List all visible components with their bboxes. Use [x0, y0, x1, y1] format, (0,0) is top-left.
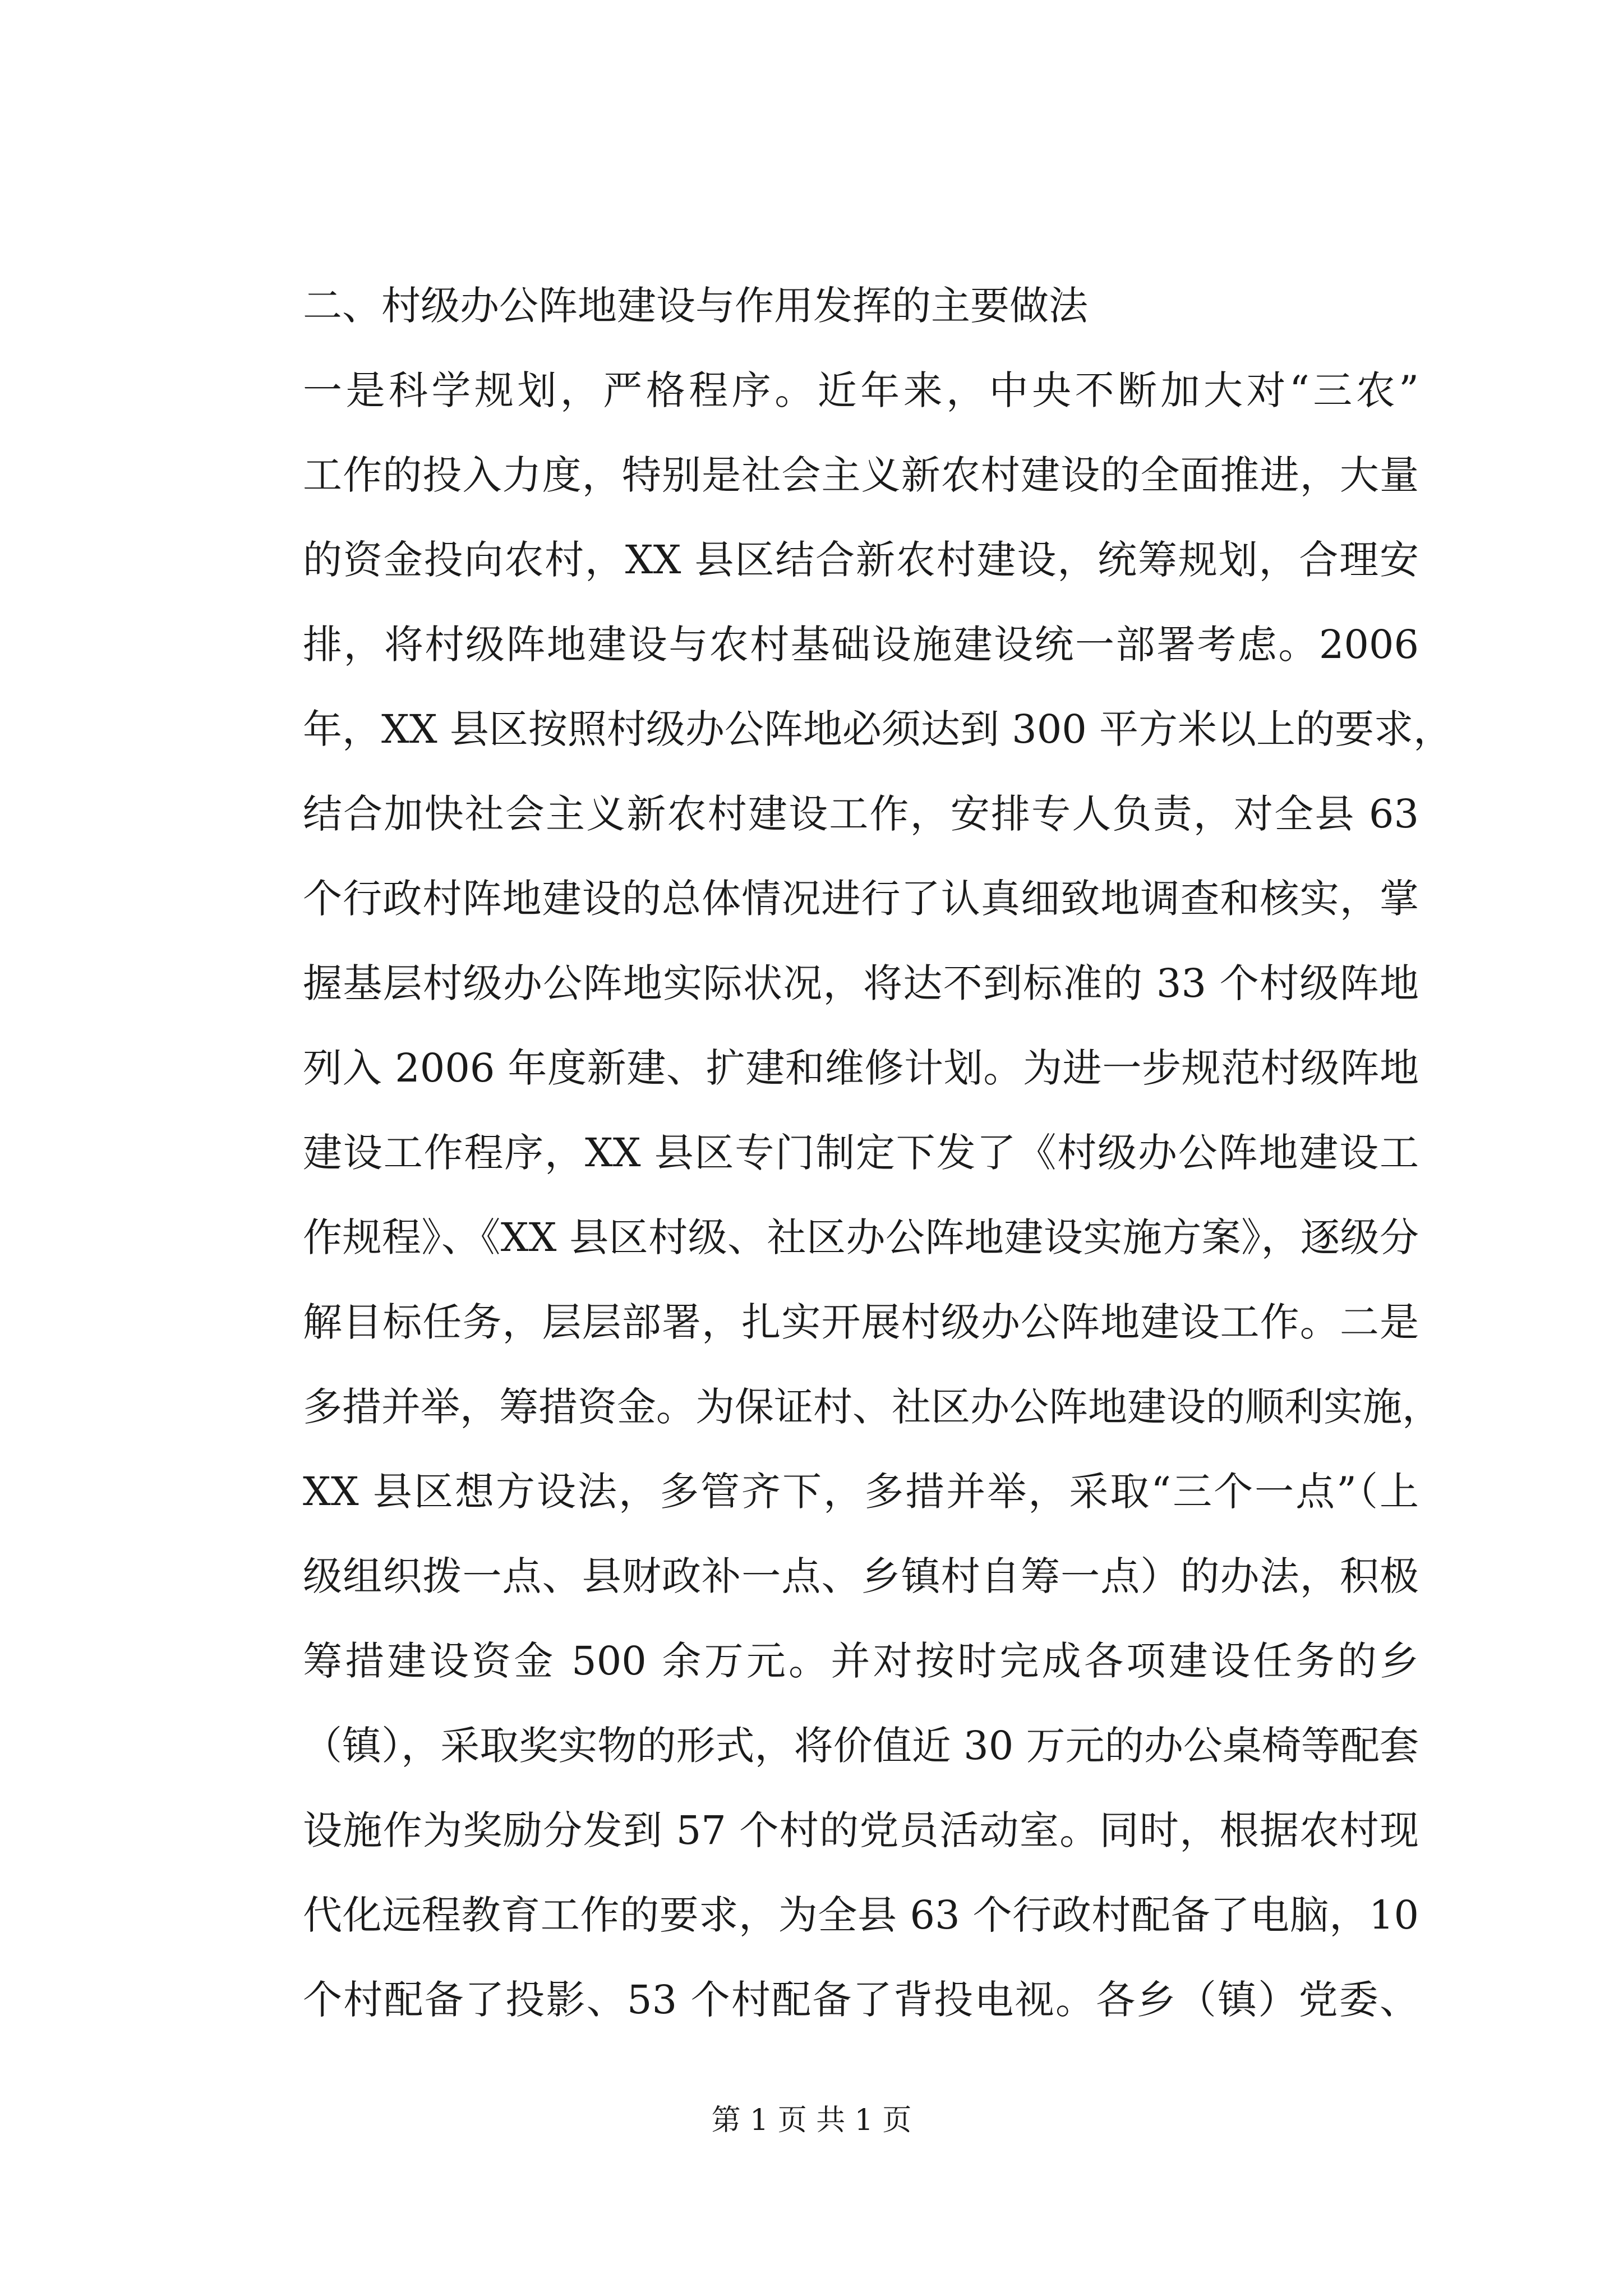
text-line: 握基层村级办公阵地实际状况，将达不到标准的 33 个村级阵地 — [303, 960, 1419, 1006]
text-line: 个村配备了投影、53 个村配备了背投电视。各乡（镇）党委、 — [303, 1977, 1419, 2023]
text-line: 个行政村阵地建设的总体情况进行了认真细致地调查和核实，掌 — [303, 876, 1419, 922]
text-line: 年，XX 县区按照村级办公阵地必须达到 300 平方米以上的要求， — [303, 706, 1453, 752]
text-line: 设施作为奖励分发到 57 个村的党员活动室。同时，根据农村现 — [303, 1807, 1419, 1853]
text-line: 代化远程教育工作的要求，为全县 63 个行政村配备了电脑，10 — [303, 1892, 1419, 1938]
text-line: 级组织拨一点、县财政补一点、乡镇村自筹一点）的办法，积极 — [303, 1553, 1419, 1599]
text-line: 工作的投入力度，特别是社会主义新农村建设的全面推进，大量 — [303, 452, 1419, 498]
text-line: 作规程》、《XX 县区村级、社区办公阵地建设实施方案》，逐级分 — [303, 1214, 1419, 1260]
text-line: 建设工作程序，XX 县区专门制定下发了《村级办公阵地建设工 — [303, 1130, 1419, 1176]
text-line: 多措并举，筹措资金。为保证村、社区办公阵地建设的顺利实施， — [303, 1384, 1441, 1430]
text-line: XX 县区想方设法，多管齐下，多措并举，采取“三个一点”（上 — [303, 1469, 1419, 1515]
text-line: 的资金投向农村，XX 县区结合新农村建设，统筹规划，合理安 — [303, 537, 1419, 583]
text-line: 列入 2006 年度新建、扩建和维修计划。为进一步规范村级阵地 — [303, 1045, 1419, 1091]
text-line: 解目标任务，层层部署，扎实开展村级办公阵地建设工作。二是 — [303, 1299, 1419, 1345]
document-body — [303, 264, 1453, 2042]
page-number-footer: 第 1 页 共 1 页 — [711, 2104, 912, 2137]
text-line: 一是科学规划，严格程序。近年来，中央不断加大对“三农” — [303, 367, 1419, 413]
text-line: 结合加快社会主义新农村建设工作，安排专人负责，对全县 63 — [303, 791, 1419, 837]
text-line: （镇），采取奖实物的形式，将价值近 30 万元的办公桌椅等配套 — [303, 1723, 1419, 1769]
text-line: 筹措建设资金 500 余万元。并对按时完成各项建设任务的乡 — [303, 1638, 1419, 1684]
text-line: 排，将村级阵地建设与农村基础设施建设统一部署考虑。2006 — [303, 622, 1419, 668]
section-heading: 二、村级办公阵地建设与作用发挥的主要做法 — [303, 283, 1088, 329]
